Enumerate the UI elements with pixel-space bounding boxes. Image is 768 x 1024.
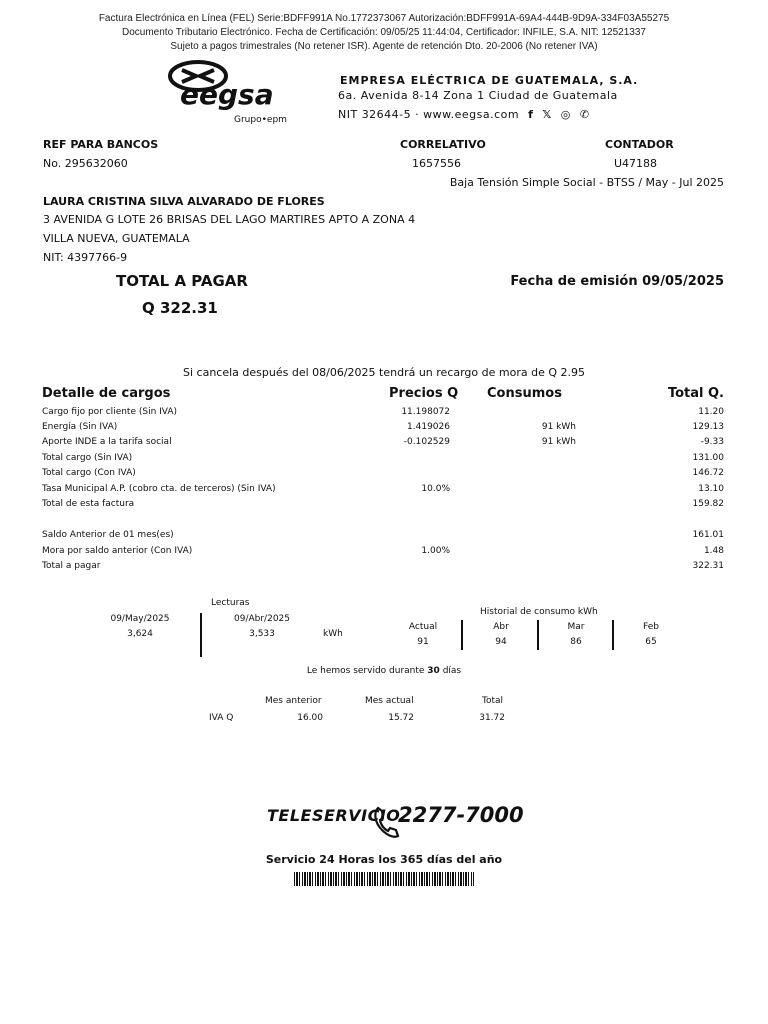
servicio-text: Le hemos servido durante 30 días	[306, 666, 462, 676]
charge-row-total: 146.72	[692, 468, 724, 478]
charge-row-total: 322.31	[692, 561, 724, 571]
historial-divider	[612, 620, 614, 650]
whatsapp-icon[interactable]: ✆	[579, 108, 590, 121]
customer-nit: NIT: 4397766-9	[43, 251, 128, 264]
lectura-unit: kWh	[323, 629, 343, 639]
contador-label: CONTADOR	[605, 138, 674, 151]
charges-consumos-header: Consumos	[487, 386, 562, 401]
teleservicio-label: TELESERVICIO	[267, 806, 401, 825]
servicio-days: 30	[427, 666, 440, 676]
historial-month-label: Feb	[643, 622, 659, 632]
charge-row-total: 11.20	[698, 407, 724, 417]
charge-row-consumo: 91 kWh	[541, 437, 576, 447]
charges-precios-header: Precios Q	[389, 386, 459, 401]
charge-row-desc: Total cargo (Con IVA)	[42, 468, 136, 478]
charge-row-desc: Total a pagar	[42, 561, 101, 571]
charge-row-desc: Energía (Sin IVA)	[42, 422, 118, 432]
charge-row-total: 129.13	[692, 422, 724, 432]
charge-row-total: -9.33	[700, 437, 724, 447]
iva-mes-anterior-header: Mes anterior	[265, 696, 322, 706]
contador-value: U47188	[614, 157, 658, 170]
historial-month-label: Actual	[408, 622, 438, 632]
charge-row-precio: -0.102529	[403, 437, 450, 447]
iva-total: 31.72	[479, 713, 505, 723]
charge-row-precio: 10.0%	[421, 484, 450, 494]
iva-mes-actual-header: Mes actual	[365, 696, 414, 706]
correlativo-value: 1657556	[412, 157, 461, 170]
lectura-date-2: 09/Abr/2025	[234, 614, 290, 624]
historial-month-value: 94	[495, 637, 507, 647]
lecturas-title: Lecturas	[211, 598, 250, 608]
x-icon[interactable]: 𝕏	[542, 108, 552, 121]
charge-row-total: 1.48	[703, 546, 724, 556]
charge-row-total: 161.01	[692, 530, 724, 540]
charge-row-desc: Total de esta factura	[42, 499, 135, 509]
lecturas-divider	[200, 613, 202, 657]
charge-row-desc: Tasa Municipal A.P. (cobro cta. de terceros) (Sin IVA)	[42, 484, 276, 494]
teleservicio-phone[interactable]: 2277-7000	[398, 803, 524, 827]
historial-month-label: Abr	[493, 622, 509, 632]
historial-divider	[537, 620, 539, 650]
teleservicio-hours: Servicio 24 Horas los 365 días del año	[265, 853, 503, 866]
iva-mes-anterior: 16.00	[297, 713, 323, 723]
lectura-value-1: 3,624	[127, 629, 153, 639]
company-nit-web	[338, 108, 590, 121]
historial-month-value: 91	[417, 637, 429, 647]
company-address: 6a. Avenida 8-14 Zona 1 Ciudad de Guatemala	[338, 89, 618, 102]
charge-row-desc: Saldo Anterior de 01 mes(es)	[42, 530, 174, 540]
charge-row-consumo: 91 kWh	[541, 422, 576, 432]
barcode	[294, 872, 474, 886]
customer-name: LAURA CRISTINA SILVA ALVARADO DE FLORES	[43, 195, 325, 208]
svg-text:eegsa: eegsa	[180, 78, 274, 111]
historial-title: Historial de consumo kWh	[480, 607, 598, 617]
fecha-emision: Fecha de emisión 09/05/2025	[510, 274, 724, 289]
charge-row-desc: Cargo fijo por cliente (Sin IVA)	[42, 407, 178, 417]
lectura-date-1: 09/May/2025	[110, 614, 170, 624]
historial-month-value: 86	[570, 637, 582, 647]
iva-total-header: Total	[482, 696, 504, 706]
charge-row-total: 13.10	[698, 484, 724, 494]
customer-address-2: VILLA NUEVA, GUATEMALA	[43, 232, 190, 245]
iva-label: IVA Q	[209, 713, 234, 723]
fel-header-line-3: Sujeto a pagos trimestrales (No retener ISR). Agente de retención Dto. 20-2006 (No retener IVA)	[170, 41, 598, 52]
total-label: TOTAL A PAGAR	[116, 272, 248, 290]
iva-mes-actual: 15.72	[388, 713, 414, 723]
charge-row-total: 159.82	[692, 499, 724, 509]
recargo-text: Si cancela después del 08/06/2025 tendrá un recargo de mora de Q 2.95	[183, 366, 585, 379]
eegsa-logo	[166, 58, 292, 128]
facebook-icon[interactable]: f	[528, 108, 534, 121]
ref-label: REF PARA BANCOS	[43, 138, 159, 151]
customer-address-1: 3 AVENIDA G LOTE 26 BRISAS DEL LAGO MARTIRES APTO A ZONA 4	[43, 213, 416, 226]
charge-row-desc: Aporte INDE a la tarifa social	[42, 437, 172, 447]
fel-header-line-1: Factura Electrónica en Línea (FEL) Serie:BDFF991A No.1772373067 Autorización:BDFF991A-69A4-444B-9D9A-334F03A55275	[98, 13, 670, 24]
ref-value: No. 295632060	[43, 157, 128, 170]
instagram-icon[interactable]: ◎	[560, 108, 571, 121]
svg-text:Grupo•epm: Grupo•epm	[234, 115, 287, 125]
company-name: EMPRESA ELÉCTRICA DE GUATEMALA, S.A.	[340, 74, 639, 87]
historial-divider	[461, 620, 463, 650]
charge-row-precio: 11.198072	[401, 407, 450, 417]
total-amount: Q 322.31	[142, 299, 218, 317]
charge-row-desc: Total cargo (Sin IVA)	[42, 453, 133, 463]
charge-row-precio: 1.00%	[421, 546, 450, 556]
charge-row-total: 131.00	[692, 453, 724, 463]
charge-row-desc: Mora por saldo anterior (Con IVA)	[42, 546, 193, 556]
charges-total-header: Total Q.	[667, 386, 724, 401]
tarifa-text: Baja Tensión Simple Social - BTSS / May - Jul 2025	[449, 176, 724, 189]
lectura-value-2: 3,533	[249, 629, 275, 639]
fel-header-line-2: Documento Tributario Electrónico. Fecha de Certificación: 09/05/25 11:44:04, Certificador: INFILE, S.A. NIT: 12521337	[122, 27, 646, 38]
correlativo-label: CORRELATIVO	[400, 138, 486, 151]
phone-icon	[372, 804, 400, 840]
historial-month-label: Mar	[567, 622, 585, 632]
historial-month-value: 65	[645, 637, 657, 647]
company-nit-text: NIT 32644-5 · www.eegsa.com	[338, 108, 520, 121]
eegsa-logo-mark-icon	[166, 58, 292, 128]
charge-row-precio: 1.419026	[407, 422, 450, 432]
charges-detalle-header: Detalle de cargos	[42, 386, 171, 401]
